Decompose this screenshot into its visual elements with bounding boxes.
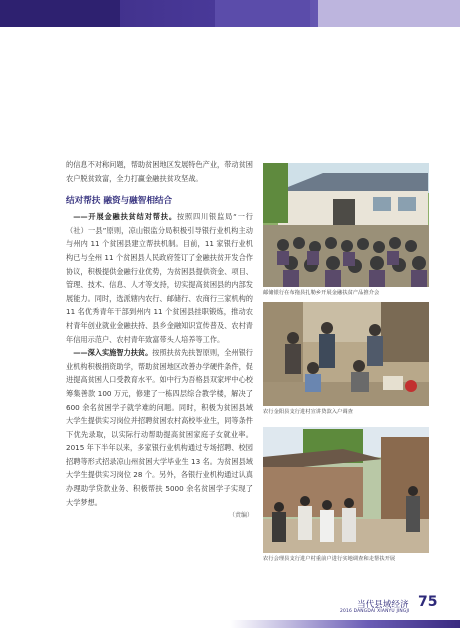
article-column — [66, 158, 253, 523]
footer-edition: 2016 DANGDAI XIANYU JINGJI — [340, 609, 410, 614]
page-number: 75 — [418, 594, 438, 610]
photo-household-visit — [263, 302, 429, 406]
header-band-block-mid — [215, 0, 310, 27]
editor-note: （责编） — [228, 512, 253, 520]
paragraph-education — [66, 346, 253, 509]
photo-field-survey-image — [263, 427, 429, 553]
photo-caption-1: 邮储银行在布拖县扎勒乡开展金融扶贫产品推介会 — [263, 290, 380, 296]
intro-paragraph: 的信息不对称问题，帮助贫困地区发展特色产业，带动贫困农户脱贫致富，全力打赢金融扶贫攻坚战。 — [66, 160, 253, 183]
header-color-band — [0, 0, 460, 27]
header-band-block-dark — [0, 0, 120, 27]
photo-caption-2: 农行金阳县支行进村宣讲贷款入户调查 — [263, 409, 353, 415]
paragraph-body-mentoring: 按照四川银监局“一行（社）一县”原则，凉山银监分局积极引导银行业机构主动与州内 11 个贫困县建立帮扶机制。目前，11 家银行业机构已与全州 11 个贫困县人民政府签订了金融扶贫开发合作协议，积极提供金融行业优势，为贫困县提供资金、项目、管理、技术、信息、人才等支持，切实提高贫困县的内部发展能力。同时，选派辖内农行、邮储行、农商行三家机构的 11 名优秀青年干部到州内 11 个贫困县挂职锻炼，推动农村青年创业就业金融扶持、县乡金融知识宣传普及、农村青年信用示范户、农村青年致富带头人培养等工作。 — [66, 212, 253, 344]
footer-magazine-title: 当代县域经济 — [357, 600, 409, 610]
photo-household-visit-image — [263, 302, 429, 406]
photo-village-meeting — [263, 163, 429, 287]
paragraph-lead-education: ——深入实施智力扶贫。 — [73, 348, 153, 358]
header-band-block-light — [318, 0, 460, 27]
paragraph-lead-mentoring: ——开展金融扶贫结对帮扶。 — [73, 212, 177, 222]
footer-color-bar — [0, 620, 460, 628]
paragraph-mentoring — [66, 210, 253, 346]
paragraph-body-education: 按照扶贫先扶智原则，全州银行业机构积极捐资助学，帮助贫困地区改善办学硬件条件，促进提高贫困人口受教育水平。如中行为吾格县双家坪中心校筹集善款 100 万元，修建了一栋四层综合教学楼，解决了 600 余名贫困学子就学难的问题。同时，积极为贫困县域大学生提供实习岗位并招聘贫困农村高校毕业生，同等条件下优先录取，以实际行动帮助提高贫困家庭子女就业率。2015 年下半年以来，多家银行业机构通过专场招聘、校园招聘等形式招录凉山州贫困大学毕业生 13 名。为贫困县域大学生提供实习岗位 28 个。另外，各银行业机构通过认真办理助学贷款业务、积极帮扶 5000 余名贫困学子实现了大学梦想。 — [66, 348, 253, 507]
photo-field-survey — [263, 427, 429, 553]
photo-caption-3: 农行会理县支行进户村重前户进行实地调查和走帮扶开展 — [263, 556, 396, 562]
photo-village-meeting-image — [263, 163, 429, 287]
section-title: 结对帮扶 融资与融智相结合 — [66, 196, 173, 207]
